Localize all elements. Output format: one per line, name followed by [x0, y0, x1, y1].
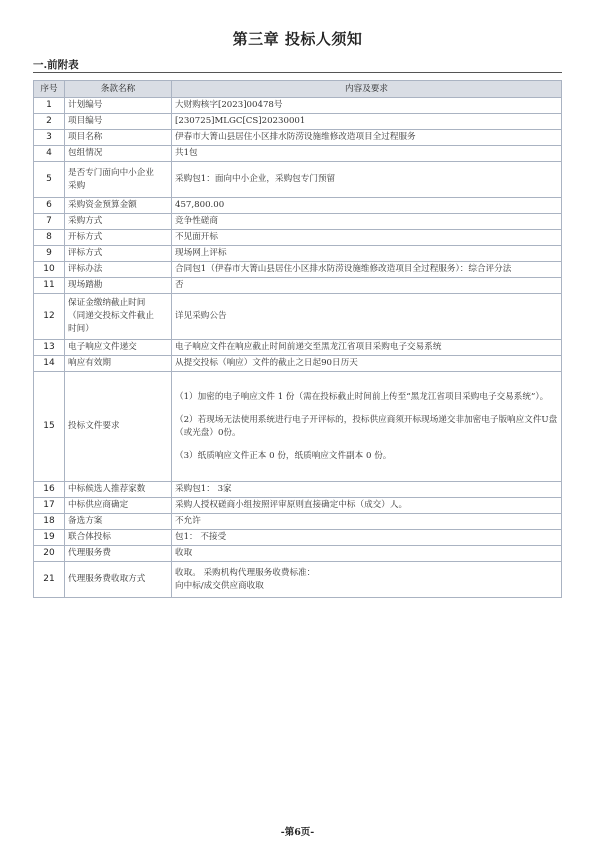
clause-name-line: 时间） [68, 324, 94, 334]
clause-name [65, 340, 172, 356]
clause-content-line: 否 [175, 280, 184, 290]
clause-name-line: 是否专门面向中小企业 [68, 167, 154, 178]
table-row [34, 162, 562, 198]
clause-content [172, 162, 562, 198]
clause-name [65, 98, 172, 114]
clause-content [172, 214, 562, 230]
row-number: 5 [34, 162, 65, 198]
row-number: 21 [34, 562, 65, 598]
section-divider [33, 72, 562, 73]
page-number: -第6页- [280, 827, 315, 838]
table-row [34, 482, 562, 498]
clause-content [172, 146, 562, 162]
clause-name [65, 546, 172, 562]
clause-content-line: （1）加密的电子响应文件 1 份（需在投标截止时间前上传至“黑龙江省项目采购电子交易系统”）。 [175, 391, 549, 402]
table-row [34, 372, 562, 482]
clause-name [65, 214, 172, 230]
table-row [34, 98, 562, 114]
clause-name [65, 262, 172, 278]
clause-name-line: （同递交投标文件截止 [68, 311, 154, 321]
clause-content [172, 130, 562, 146]
clause-name [65, 130, 172, 146]
table-row [34, 230, 562, 246]
clause-content-line: 共1包 [175, 148, 198, 158]
clause-name [65, 230, 172, 246]
clause-name-line: 代理服务费 [68, 548, 111, 558]
clause-name [65, 356, 172, 372]
clause-name-line: 开标方式 [68, 232, 103, 242]
clause-content [172, 246, 562, 262]
clause-name-line: 项目名称 [68, 132, 103, 142]
clause-content [172, 546, 562, 562]
clause-name-line: 保证金缴纳截止时间 [68, 298, 146, 308]
clause-content-line: （2）若现场无法使用系统进行电子开评标的，投标供应商须开标现场递交非加密电子版响应文件U盘（或光盘）0份。 [175, 414, 558, 438]
table-row [34, 498, 562, 514]
row-number: 18 [34, 514, 65, 530]
row-number: 3 [34, 130, 65, 146]
clause-content-line: 电子响应文件在响应截止时间前递交至黑龙江省项目采购电子交易系统 [175, 342, 442, 352]
row-number: 8 [34, 230, 65, 246]
clause-content-line: 向中标/成交供应商收取 [175, 580, 264, 591]
header-content: 内容及要求 [172, 81, 562, 98]
clause-name [65, 114, 172, 130]
clause-name-line: 响应有效期 [68, 358, 111, 368]
clause-name-line: 项目编号 [68, 116, 103, 126]
row-number: 10 [34, 262, 65, 278]
row-number: 15 [34, 372, 65, 482]
clause-content-line: 不允许 [175, 516, 201, 526]
clause-name-line: 备选方案 [68, 516, 103, 526]
table-row [34, 294, 562, 340]
clause-content [172, 482, 562, 498]
table-row [34, 356, 562, 372]
table-row [34, 340, 562, 356]
clause-content [172, 230, 562, 246]
clause-content-line: 收取 [175, 548, 193, 558]
clause-name-line: 评标办法 [68, 264, 103, 274]
row-number: 4 [34, 146, 65, 162]
section-title: 一.前附表 [33, 59, 79, 71]
clause-name-line: 评标方式 [68, 248, 103, 258]
clause-content-line: （3）纸质响应文件正本 0 份，纸质响应文件副本 0 份。 [175, 450, 392, 461]
table-row [34, 214, 562, 230]
clause-name [65, 146, 172, 162]
clause-name [65, 482, 172, 498]
clause-name-line: 投标文件要求 [68, 421, 120, 431]
clause-content [172, 278, 562, 294]
clause-name-line: 联合体投标 [68, 532, 111, 542]
row-number: 17 [34, 498, 65, 514]
clause-content-line: 不见面开标 [175, 232, 218, 242]
clause-content [172, 114, 562, 130]
clause-content [172, 198, 562, 214]
row-number: 7 [34, 214, 65, 230]
clause-content [172, 262, 562, 278]
clause-content-line: 竞争性磋商 [175, 216, 218, 226]
clause-name-line: 中标供应商确定 [68, 500, 129, 510]
table-row [34, 246, 562, 262]
clause-name [65, 530, 172, 546]
clause-name-line: 代理服务费收取方式 [68, 574, 146, 584]
table-row [34, 562, 562, 598]
row-number: 12 [34, 294, 65, 340]
row-number: 11 [34, 278, 65, 294]
row-number: 19 [34, 530, 65, 546]
row-number: 2 [34, 114, 65, 130]
clause-content-line: 大财购核字[2023]00478号 [175, 100, 283, 110]
clause-content [172, 498, 562, 514]
clause-name-line: 现场踏勘 [68, 280, 103, 290]
table-row [34, 278, 562, 294]
clause-name-line: 采购资金预算金额 [68, 200, 137, 210]
clause-name [65, 562, 172, 598]
clause-name-line: 包组情况 [68, 148, 103, 158]
clause-content-line: 现场网上评标 [175, 248, 227, 258]
row-number: 13 [34, 340, 65, 356]
row-number: 6 [34, 198, 65, 214]
clause-content [172, 340, 562, 356]
table-row [34, 514, 562, 530]
table-row [34, 130, 562, 146]
table-row [34, 146, 562, 162]
clause-name-line: 计划编号 [68, 100, 103, 110]
clause-name [65, 498, 172, 514]
chapter-title: 第三章 投标人须知 [232, 30, 363, 48]
table-row [34, 530, 562, 546]
clause-name [65, 198, 172, 214]
clause-content-line: [230725]MLGC[CS]20230001 [175, 116, 306, 126]
clause-name-line: 中标候选人推荐家数 [68, 484, 146, 494]
clause-content [172, 98, 562, 114]
row-number: 1 [34, 98, 65, 114]
clause-content [172, 372, 562, 482]
clause-content-line: 收取。 采购机构代理服务收费标准： [175, 567, 316, 578]
row-number: 9 [34, 246, 65, 262]
clause-content-line: 457,800.00 [175, 200, 225, 210]
clause-content [172, 530, 562, 546]
clause-content-line: 详见采购公告 [175, 311, 227, 321]
clause-name [65, 278, 172, 294]
clause-content [172, 514, 562, 530]
clause-name [65, 294, 172, 340]
clause-name [65, 372, 172, 482]
clause-content-line: 伊春市大箐山县居住小区排水防涝设施维修改造项目全过程服务 [175, 132, 416, 142]
clause-name-line: 采购 [68, 180, 86, 191]
clause-content-line: 合同包1（伊春市大箐山县居住小区排水防涝设施维修改造项目全过程服务）：综合评分法 [175, 264, 512, 274]
table-row [34, 198, 562, 214]
table-row [34, 262, 562, 278]
clause-name-line: 电子响应文件递交 [68, 342, 137, 352]
preface-table [33, 80, 562, 598]
table-header-row [34, 81, 562, 98]
row-number: 14 [34, 356, 65, 372]
clause-name [65, 162, 172, 198]
table-row [34, 114, 562, 130]
header-clause: 条款名称 [65, 81, 172, 98]
clause-content-line: 从提交投标（响应）文件的截止之日起90日历天 [175, 358, 358, 368]
row-number: 20 [34, 546, 65, 562]
row-number: 16 [34, 482, 65, 498]
clause-content-line: 包1： 不接受 [175, 532, 227, 542]
clause-content [172, 356, 562, 372]
clause-content-line: 采购人授权磋商小组按照评审原则直接确定中标（成交）人。 [175, 500, 408, 510]
clause-content-line: 采购包1：面向中小企业，采购包专门预留 [175, 174, 336, 184]
table-row [34, 546, 562, 562]
clause-name [65, 246, 172, 262]
header-no: 序号 [34, 81, 65, 98]
clause-name-line: 采购方式 [68, 216, 103, 226]
clause-content [172, 294, 562, 340]
clause-name [65, 514, 172, 530]
clause-content-line: 采购包1： 3家 [175, 484, 232, 494]
clause-content [172, 562, 562, 598]
